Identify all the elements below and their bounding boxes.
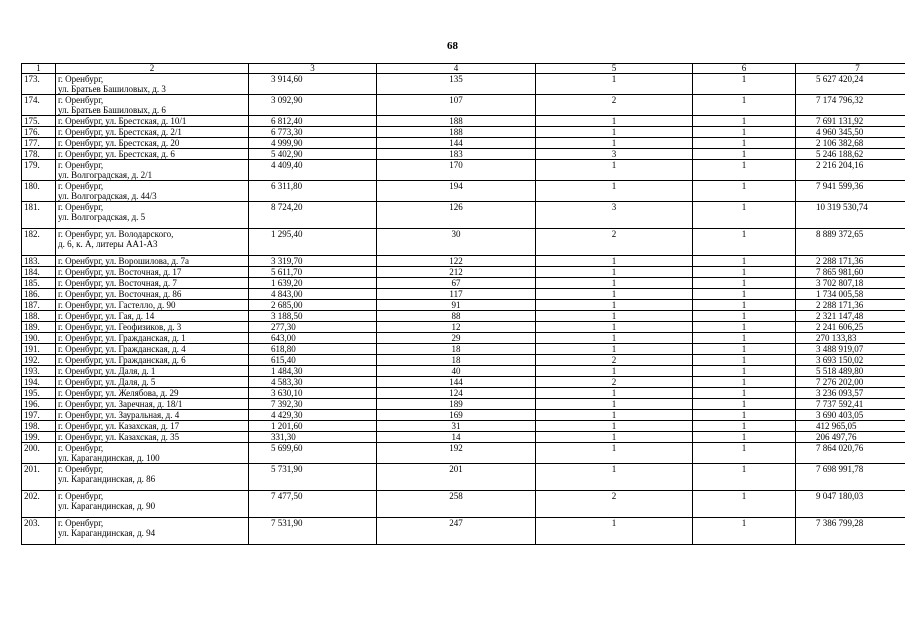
row-number: 176.	[22, 127, 56, 138]
row-number: 194.	[22, 377, 56, 388]
area-cell: 4 409,40	[249, 160, 377, 181]
address-cell: г. Оренбург, ул. Брестская, д. 20	[56, 138, 249, 149]
column-4-cell: 40	[377, 366, 536, 377]
table-row	[22, 289, 905, 300]
address-cell: г. Оренбург, ул. Восточная, д. 7	[56, 278, 249, 289]
column-6-cell: 1	[693, 95, 796, 116]
column-5-cell: 1	[536, 410, 693, 421]
row-number: 191.	[22, 344, 56, 355]
column-5-cell: 1	[536, 518, 693, 545]
column-5-cell: 1	[536, 256, 693, 267]
column-5-cell: 3	[536, 202, 693, 229]
table-body	[22, 74, 905, 545]
column-6-cell: 1	[693, 202, 796, 229]
area-cell: 643,00	[249, 333, 377, 344]
column-4-cell: 126	[377, 202, 536, 229]
column-6-cell: 1	[693, 181, 796, 202]
amount-cell: 7 737 592,41	[796, 399, 905, 410]
area-cell: 5 731,90	[249, 464, 377, 491]
column-header: 4	[377, 64, 536, 74]
column-4-cell: 18	[377, 344, 536, 355]
column-4-cell: 117	[377, 289, 536, 300]
row-number: 179.	[22, 160, 56, 181]
row-number: 187.	[22, 300, 56, 311]
column-4-cell: 67	[377, 278, 536, 289]
address-cell: г. Оренбург, ул. Геофизиков, д. 3	[56, 322, 249, 333]
area-cell: 277,30	[249, 322, 377, 333]
column-5-cell: 1	[536, 443, 693, 464]
column-6-cell: 1	[693, 256, 796, 267]
amount-cell: 270 133,83	[796, 333, 905, 344]
amount-cell: 10 319 530,74	[796, 202, 905, 229]
address-cell: г. Оренбург, ул. Брестская, д. 6	[56, 149, 249, 160]
table-row	[22, 256, 905, 267]
column-6-cell: 1	[693, 491, 796, 518]
area-cell: 4 583,30	[249, 377, 377, 388]
table-row	[22, 518, 905, 545]
column-6-cell: 1	[693, 229, 796, 256]
address-cell: г. Оренбург, ул. Казахская, д. 35	[56, 432, 249, 443]
row-number: 196.	[22, 399, 56, 410]
column-6-cell: 1	[693, 289, 796, 300]
address-cell: г. Оренбург, ул. Володарского, д. 6, к. А, литеры АА1-А3	[56, 229, 249, 256]
column-4-cell: 183	[377, 149, 536, 160]
amount-cell: 7 865 981,60	[796, 267, 905, 278]
column-header: 5	[536, 64, 693, 74]
area-cell: 6 773,30	[249, 127, 377, 138]
column-4-cell: 169	[377, 410, 536, 421]
column-4-cell: 194	[377, 181, 536, 202]
row-number: 181.	[22, 202, 56, 229]
column-5-cell: 3	[536, 149, 693, 160]
column-4-cell: 258	[377, 491, 536, 518]
address-cell: г. Оренбург, ул. Гражданская, д. 6	[56, 355, 249, 366]
row-number: 180.	[22, 181, 56, 202]
column-4-cell: 29	[377, 333, 536, 344]
column-6-cell: 1	[693, 127, 796, 138]
column-5-cell: 2	[536, 491, 693, 518]
amount-cell: 3 236 093,57	[796, 388, 905, 399]
address-cell: г. Оренбург, ул. Восточная, д. 86	[56, 289, 249, 300]
row-number: 198.	[22, 421, 56, 432]
table-row	[22, 344, 905, 355]
table-row	[22, 410, 905, 421]
column-5-cell: 1	[536, 138, 693, 149]
address-cell: г. Оренбург, ул. Зауральная, д. 4	[56, 410, 249, 421]
column-4-cell: 144	[377, 377, 536, 388]
column-5-cell: 1	[536, 432, 693, 443]
row-number: 190.	[22, 333, 56, 344]
column-6-cell: 1	[693, 116, 796, 127]
amount-cell: 2 288 171,36	[796, 300, 905, 311]
table-row	[22, 333, 905, 344]
column-4-cell: 189	[377, 399, 536, 410]
table-row	[22, 127, 905, 138]
amount-cell: 206 497,76	[796, 432, 905, 443]
table-row	[22, 267, 905, 278]
amount-cell: 4 960 345,50	[796, 127, 905, 138]
row-number: 175.	[22, 116, 56, 127]
address-cell: г. Оренбург, ул. Волгоградская, д. 2/1	[56, 160, 249, 181]
row-number: 188.	[22, 311, 56, 322]
column-6-cell: 1	[693, 399, 796, 410]
column-4-cell: 135	[377, 74, 536, 95]
amount-cell: 7 941 599,36	[796, 181, 905, 202]
amount-cell: 5 246 188,62	[796, 149, 905, 160]
row-number: 178.	[22, 149, 56, 160]
area-cell: 7 477,50	[249, 491, 377, 518]
page-number: 68	[447, 40, 458, 52]
column-5-cell: 1	[536, 311, 693, 322]
amount-cell: 7 691 131,92	[796, 116, 905, 127]
table-row	[22, 464, 905, 491]
table-row	[22, 149, 905, 160]
row-number: 189.	[22, 322, 56, 333]
amount-cell: 2 321 147,48	[796, 311, 905, 322]
area-cell: 3 319,70	[249, 256, 377, 267]
column-5-cell: 1	[536, 289, 693, 300]
row-number: 182.	[22, 229, 56, 256]
column-6-cell: 1	[693, 432, 796, 443]
column-4-cell: 31	[377, 421, 536, 432]
table-row	[22, 388, 905, 399]
table-row	[22, 421, 905, 432]
column-6-cell: 1	[693, 518, 796, 545]
address-cell: г. Оренбург, ул. Заречная, д. 18/1	[56, 399, 249, 410]
area-cell: 7 531,90	[249, 518, 377, 545]
column-6-cell: 1	[693, 421, 796, 432]
table-row	[22, 278, 905, 289]
area-cell: 618,80	[249, 344, 377, 355]
area-cell: 6 311,80	[249, 181, 377, 202]
column-6-cell: 1	[693, 443, 796, 464]
area-cell: 5 699,60	[249, 443, 377, 464]
table-row	[22, 311, 905, 322]
table-row	[22, 399, 905, 410]
table-row	[22, 355, 905, 366]
row-number: 192.	[22, 355, 56, 366]
amount-cell: 3 690 403,05	[796, 410, 905, 421]
area-cell: 2 685,00	[249, 300, 377, 311]
amount-cell: 7 698 991,78	[796, 464, 905, 491]
amount-cell: 2 216 204,16	[796, 160, 905, 181]
amount-cell: 3 702 807,18	[796, 278, 905, 289]
row-number: 200.	[22, 443, 56, 464]
column-5-cell: 2	[536, 355, 693, 366]
column-4-cell: 18	[377, 355, 536, 366]
address-cell: г. Оренбург, ул. Карагандинская, д. 86	[56, 464, 249, 491]
amount-cell: 1 734 005,58	[796, 289, 905, 300]
amount-cell: 5 627 420,24	[796, 74, 905, 95]
column-6-cell: 1	[693, 388, 796, 399]
area-cell: 4 843,00	[249, 289, 377, 300]
table-row	[22, 74, 905, 95]
column-6-cell: 1	[693, 311, 796, 322]
column-6-cell: 1	[693, 74, 796, 95]
amount-cell: 9 047 180,03	[796, 491, 905, 518]
column-header: 7	[796, 64, 905, 74]
column-5-cell: 1	[536, 127, 693, 138]
table-row	[22, 300, 905, 311]
amount-cell: 2 106 382,68	[796, 138, 905, 149]
address-cell: г. Оренбург, ул. Гражданская, д. 4	[56, 344, 249, 355]
area-cell: 1 295,40	[249, 229, 377, 256]
address-cell: г. Оренбург, ул. Карагандинская, д. 100	[56, 443, 249, 464]
column-5-cell: 1	[536, 344, 693, 355]
column-5-cell: 1	[536, 464, 693, 491]
column-6-cell: 1	[693, 355, 796, 366]
row-number: 186.	[22, 289, 56, 300]
column-6-cell: 1	[693, 278, 796, 289]
column-5-cell: 1	[536, 181, 693, 202]
column-4-cell: 107	[377, 95, 536, 116]
column-6-cell: 1	[693, 377, 796, 388]
amount-cell: 2 288 171,36	[796, 256, 905, 267]
column-6-cell: 1	[693, 322, 796, 333]
amount-cell: 7 276 202,00	[796, 377, 905, 388]
column-4-cell: 122	[377, 256, 536, 267]
row-number: 201.	[22, 464, 56, 491]
amount-cell: 3 488 919,07	[796, 344, 905, 355]
row-number: 174.	[22, 95, 56, 116]
column-5-cell: 1	[536, 421, 693, 432]
address-cell: г. Оренбург, ул. Гая, д. 14	[56, 311, 249, 322]
column-4-cell: 124	[377, 388, 536, 399]
row-number: 199.	[22, 432, 56, 443]
column-4-cell: 170	[377, 160, 536, 181]
table-row	[22, 443, 905, 464]
column-6-cell: 1	[693, 160, 796, 181]
column-4-cell: 12	[377, 322, 536, 333]
row-number: 183.	[22, 256, 56, 267]
column-4-cell: 192	[377, 443, 536, 464]
column-6-cell: 1	[693, 410, 796, 421]
column-5-cell: 1	[536, 160, 693, 181]
column-6-cell: 1	[693, 344, 796, 355]
table-row	[22, 322, 905, 333]
column-5-cell: 2	[536, 377, 693, 388]
area-cell: 1 484,30	[249, 366, 377, 377]
table-row	[22, 116, 905, 127]
row-number: 173.	[22, 74, 56, 95]
row-number: 193.	[22, 366, 56, 377]
amount-cell: 3 693 150,02	[796, 355, 905, 366]
area-cell: 5 402,90	[249, 149, 377, 160]
area-cell: 5 611,70	[249, 267, 377, 278]
table-row	[22, 181, 905, 202]
row-number: 202.	[22, 491, 56, 518]
column-6-cell: 1	[693, 366, 796, 377]
amount-cell: 8 889 372,65	[796, 229, 905, 256]
row-number: 184.	[22, 267, 56, 278]
row-number: 203.	[22, 518, 56, 545]
area-cell: 3 914,60	[249, 74, 377, 95]
address-cell: г. Оренбург, ул. Желябова, д. 29	[56, 388, 249, 399]
address-cell: г. Оренбург, ул. Гражданская, д. 1	[56, 333, 249, 344]
column-4-cell: 188	[377, 127, 536, 138]
amount-cell: 7 864 020,76	[796, 443, 905, 464]
table-row	[22, 95, 905, 116]
column-5-cell: 1	[536, 322, 693, 333]
column-header: 6	[693, 64, 796, 74]
column-4-cell: 212	[377, 267, 536, 278]
area-cell: 4 999,90	[249, 138, 377, 149]
column-6-cell: 1	[693, 138, 796, 149]
column-4-cell: 88	[377, 311, 536, 322]
area-cell: 3 630,10	[249, 388, 377, 399]
address-cell: г. Оренбург, ул. Карагандинская, д. 94	[56, 518, 249, 545]
address-cell: г. Оренбург, ул. Волгоградская, д. 44/3	[56, 181, 249, 202]
row-number: 195.	[22, 388, 56, 399]
address-cell: г. Оренбург, ул. Гастелло, д. 90	[56, 300, 249, 311]
column-5-cell: 1	[536, 74, 693, 95]
area-cell: 331,30	[249, 432, 377, 443]
amount-cell: 5 518 489,80	[796, 366, 905, 377]
area-cell: 1 201,60	[249, 421, 377, 432]
address-cell: г. Оренбург, ул. Казахская, д. 17	[56, 421, 249, 432]
address-cell: г. Оренбург, ул. Карагандинская, д. 90	[56, 491, 249, 518]
table-row	[22, 366, 905, 377]
column-6-cell: 1	[693, 333, 796, 344]
column-4-cell: 201	[377, 464, 536, 491]
column-4-cell: 247	[377, 518, 536, 545]
row-number: 185.	[22, 278, 56, 289]
address-cell: г. Оренбург, ул. Даля, д. 5	[56, 377, 249, 388]
area-cell: 4 429,30	[249, 410, 377, 421]
table-row	[22, 160, 905, 181]
address-cell: г. Оренбург, ул. Волгоградская, д. 5	[56, 202, 249, 229]
column-5-cell: 2	[536, 229, 693, 256]
column-5-cell: 2	[536, 95, 693, 116]
row-number: 197.	[22, 410, 56, 421]
column-6-cell: 1	[693, 149, 796, 160]
address-cell: г. Оренбург, ул. Ворошилова, д. 7а	[56, 256, 249, 267]
column-5-cell: 1	[536, 399, 693, 410]
column-6-cell: 1	[693, 464, 796, 491]
column-4-cell: 14	[377, 432, 536, 443]
column-5-cell: 1	[536, 267, 693, 278]
column-5-cell: 1	[536, 366, 693, 377]
table-row	[22, 202, 905, 229]
table-row	[22, 229, 905, 256]
column-5-cell: 1	[536, 333, 693, 344]
address-cell: г. Оренбург, ул. Брестская, д. 10/1	[56, 116, 249, 127]
address-cell: г. Оренбург, ул. Братьев Башиловых, д. 3	[56, 74, 249, 95]
column-4-cell: 188	[377, 116, 536, 127]
address-cell: г. Оренбург, ул. Восточная, д. 17	[56, 267, 249, 278]
column-4-cell: 91	[377, 300, 536, 311]
area-cell: 1 639,20	[249, 278, 377, 289]
table-row	[22, 138, 905, 149]
register-table	[21, 63, 905, 545]
amount-cell: 7 174 796,32	[796, 95, 905, 116]
area-cell: 3 188,50	[249, 311, 377, 322]
column-number-row	[22, 64, 905, 74]
area-cell: 6 812,40	[249, 116, 377, 127]
column-header: 3	[249, 64, 377, 74]
amount-cell: 2 241 606,25	[796, 322, 905, 333]
address-cell: г. Оренбург, ул. Братьев Башиловых, д. 6	[56, 95, 249, 116]
column-5-cell: 1	[536, 278, 693, 289]
table-row	[22, 491, 905, 518]
amount-cell: 7 386 799,28	[796, 518, 905, 545]
column-5-cell: 1	[536, 388, 693, 399]
area-cell: 7 392,30	[249, 399, 377, 410]
column-5-cell: 1	[536, 300, 693, 311]
table-row	[22, 377, 905, 388]
area-cell: 3 092,90	[249, 95, 377, 116]
column-4-cell: 30	[377, 229, 536, 256]
row-number: 177.	[22, 138, 56, 149]
column-header: 2	[56, 64, 249, 74]
column-6-cell: 1	[693, 300, 796, 311]
address-cell: г. Оренбург, ул. Даля, д. 1	[56, 366, 249, 377]
table-row	[22, 432, 905, 443]
area-cell: 615,40	[249, 355, 377, 366]
address-cell: г. Оренбург, ул. Брестская, д. 2/1	[56, 127, 249, 138]
column-4-cell: 144	[377, 138, 536, 149]
amount-cell: 412 965,05	[796, 421, 905, 432]
column-5-cell: 1	[536, 116, 693, 127]
area-cell: 8 724,20	[249, 202, 377, 229]
column-6-cell: 1	[693, 267, 796, 278]
column-header: 1	[22, 64, 56, 74]
